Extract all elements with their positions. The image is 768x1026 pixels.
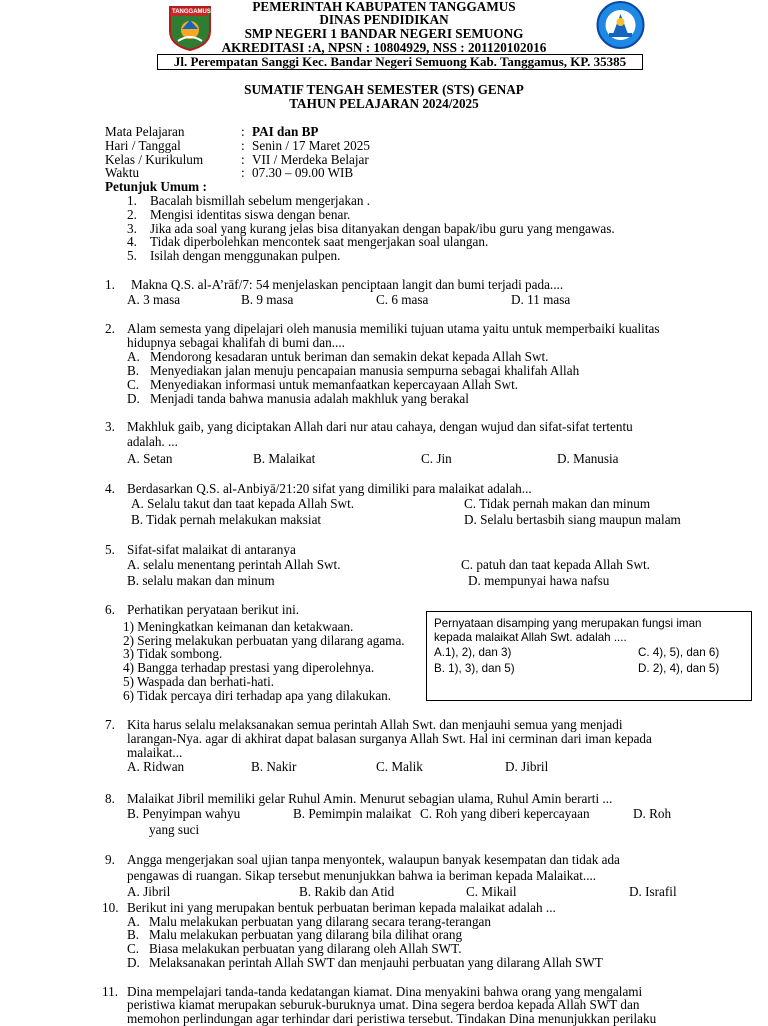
instruction-number: 5.	[127, 248, 137, 263]
option-d: D. mempunyai hawa nafsu	[468, 573, 610, 588]
option-letter: B.	[127, 927, 140, 942]
option-c: C. 6 masa	[376, 292, 429, 307]
info-value: 07.30 – 09.00 WIB	[252, 165, 354, 180]
header-accreditation: AKREDITASI :A, NPSN : 10804929, NSS : 201120102016	[221, 40, 547, 55]
option-d: D. Manusia	[557, 451, 619, 466]
option-b: B. Nakir	[251, 759, 297, 774]
option-a: A. Jibril	[127, 884, 171, 899]
box-prompt: Pernyataan disamping yang merupakan fungsi iman	[434, 617, 702, 630]
box-prompt: kepada malaikat Allah Swt. adalah ....	[434, 631, 627, 644]
info-sep: :	[241, 152, 245, 167]
option-c: C. Mikail	[466, 884, 517, 899]
option-c: C. 4), 5), dan 6)	[638, 646, 720, 659]
question-number: 1.	[105, 277, 115, 292]
header-department: DINAS PENDIDIKAN	[319, 12, 449, 27]
option-a: A. Ridwan	[127, 759, 185, 774]
header-government: PEMERINTAH KABUPATEN TANGGAMUS	[252, 0, 516, 14]
question-number: 2.	[105, 321, 115, 336]
instruction-text: Tidak diperbolehkan mencontek saat mengerjakan soal ulangan.	[150, 234, 489, 249]
instruction-text: Jika ada soal yang kurang jelas bisa ditanyakan dengan bapak/ibu guru yang mengawas.	[150, 221, 615, 236]
question-stem: pengawas di ruangan. Sikap tersebut menunjukkan bahwa ia beriman kepada Malaikat....	[127, 868, 597, 883]
option-d: D. Jibril	[505, 759, 549, 774]
question-stem: Berikut ini yang merupakan bentuk perbuatan beriman kepada malaikat adalah ...	[127, 900, 556, 915]
info-sep: :	[241, 124, 245, 139]
info-value: Senin / 17 Maret 2025	[252, 138, 370, 153]
question-number: 4.	[105, 481, 115, 496]
option-c: C. Tidak pernah makan dan minum	[464, 496, 651, 511]
statement: 6) Tidak percaya diri terhadap apa yang dilakukan.	[123, 688, 392, 703]
question-stem: hidupnya sebagai khalifah di bumi dan....	[127, 335, 345, 350]
option-b: B. 9 masa	[241, 292, 294, 307]
tanggamus-logo-text: TANGGAMUS	[172, 9, 211, 15]
option-letter: B.	[127, 363, 140, 378]
option-b: B. Tidak pernah melakukan maksiat	[131, 512, 322, 527]
question-stem: Dina mempelajari tanda-tanda kedatangan kiamat. Dina menyakini bahwa orang yang mengalami	[127, 984, 643, 999]
option-letter: C.	[127, 377, 140, 392]
question-stem: Angga mengerjakan soal ujian tanpa menyontek, walaupun banyak kesempatan dan tidak ada	[127, 852, 620, 867]
question-number: 3.	[105, 419, 115, 434]
option-a: B. Penyimpan wahyu	[127, 806, 241, 821]
info-value: PAI dan BP	[252, 124, 319, 139]
statement: 2) Sering melakukan perbuatan yang dilarang agama.	[123, 633, 405, 648]
option-text: Malu melakukan perbuatan yang dilarang secara terang-terangan	[149, 914, 491, 929]
option-text: Menyediakan informasi untuk memanfaatkan kepercayaan Allah Swt.	[150, 377, 519, 392]
option-a: A. 3 masa	[127, 292, 181, 307]
statement: 3) Tidak sombong.	[123, 646, 223, 661]
option-letter: A.	[127, 914, 140, 929]
option-letter: D.	[127, 391, 140, 406]
option-b: B. Malaikat	[253, 451, 316, 466]
option-c: C. Jin	[421, 451, 452, 466]
option-b: B. 1), 3), dan 5)	[434, 662, 515, 675]
info-label: Hari / Tanggal	[105, 138, 181, 153]
option-letter: D.	[127, 955, 140, 970]
option-text: Biasa melakukan perbuatan yang dilarang oleh Allah SWT.	[149, 941, 462, 956]
option-d: D. Roh	[633, 806, 672, 821]
instruction-text: Isilah dengan menggunakan pulpen.	[150, 248, 341, 263]
question-stem: memohon perlindungan agar terhindar dari peristiwa tersebut. Tindakan Dina menunjukkan perilaku	[127, 1011, 657, 1026]
option-text: Menjadi tanda bahwa manusia adalah makhluk yang berakal	[150, 391, 469, 406]
option-b: B. Pemimpin malaikat	[293, 806, 412, 821]
option-a: A. Selalu takut dan taat kepada Allah Swt.	[131, 496, 355, 511]
statement: 5) Waspada dan berhati-hati.	[123, 674, 275, 689]
question-stem: peristiwa kiamat merupakan seburuk-buruknya umat. Dina segera berdoa kepada Allah SWT dan	[127, 997, 640, 1012]
question-number: 10.	[102, 900, 119, 915]
option-b: B. Rakib dan Atid	[299, 884, 395, 899]
option-d: D. Selalu bertasbih siang maupun malam	[464, 512, 681, 527]
option-d: D. 11 masa	[511, 292, 571, 307]
question-stem: Makna Q.S. al-A’rāf/7: 54 menjelaskan penciptaan langit dan bumi terjadi pada....	[131, 277, 564, 292]
instruction-number: 1.	[127, 193, 137, 208]
question-number: 5.	[105, 542, 115, 557]
question-stem: Berdasarkan Q.S. al-Anbiyā/21:20 sifat yang dimiliki para malaikat adalah...	[127, 481, 532, 496]
header-school-name: SMP NEGERI 1 BANDAR NEGERI SEMUONG	[244, 26, 524, 41]
instruction-text: Mengisi identitas siswa dengan benar.	[150, 207, 351, 222]
option-letter: A.	[127, 349, 140, 364]
option-c: C. Malik	[376, 759, 423, 774]
option-a: A. Setan	[127, 451, 173, 466]
info-label: Mata Pelajaran	[105, 124, 185, 139]
question-stem: Alam semesta yang dipelajari oleh manusia memiliki tujuan utama yaitu untuk memperbaiki kualitas	[127, 321, 660, 336]
option-b: B. selalu makan dan minum	[127, 573, 275, 588]
info-label: Waktu	[105, 165, 140, 180]
instruction-number: 2.	[127, 207, 137, 222]
info-value: VII / Merdeka Belajar	[252, 152, 369, 167]
question-number: 6.	[105, 602, 115, 617]
option-d: D. 2), 4), dan 5)	[638, 662, 720, 675]
question-stem: Perhatikan peryataan berikut ini.	[127, 602, 300, 617]
option-c: C. patuh dan taat kepada Allah Swt.	[461, 557, 650, 572]
question-stem: Sifat-sifat malaikat di antaranya	[127, 542, 296, 557]
header-address: Jl. Perempatan Sanggi Kec. Bandar Negeri Semuong Kab. Tanggamus, KP. 35385	[157, 54, 643, 70]
question-number: 8.	[105, 791, 115, 806]
option-continuation: yang suci	[149, 822, 200, 837]
instruction-number: 4.	[127, 234, 137, 249]
instruction-number: 3.	[127, 221, 137, 236]
question-stem: larangan-Nya. agar di akhirat dapat balasan surganya Allah Swt. Hal ini cerminan dari iman kepada	[127, 731, 652, 746]
question-number: 9.	[105, 852, 115, 867]
info-sep: :	[241, 138, 245, 153]
option-letter: C.	[127, 941, 140, 956]
option-text: Mendorong kesadaran untuk beriman dan semakin dekat kepada Allah Swt.	[150, 349, 549, 364]
statement: 1) Meningkatkan keimanan dan ketakwaan.	[123, 619, 354, 634]
question-stem: Makhluk gaib, yang diciptakan Allah dari nur atau cahaya, dengan wujud dan sifat-sifat tertentu	[127, 419, 633, 434]
option-text: Menyediakan jalan menuju pencapaian manusia sempurna sebagai khalifah Allah	[150, 363, 580, 378]
option-a: A. selalu menentang perintah Allah Swt.	[127, 557, 341, 572]
question-6-answer-box	[426, 611, 752, 701]
statement: 4) Bangga terhadap prestasi yang diperolehnya.	[123, 660, 375, 675]
option-text: Malu melakukan perbuatan yang dilarang bila dilihat orang	[149, 927, 463, 942]
info-label: Kelas / Kurikulum	[105, 152, 204, 167]
option-d: D. Israfil	[629, 884, 677, 899]
question-stem: Malaikat Jibril memiliki gelar Ruhul Amin. Menurut sebagian ulama, Ruhul Amin berarti ...	[127, 791, 613, 806]
option-a: A.1), 2), dan 3)	[434, 646, 512, 659]
exam-title: SUMATIF TENGAH SEMESTER (STS) GENAP	[244, 82, 524, 97]
question-number: 11.	[102, 984, 118, 999]
question-number: 7.	[105, 717, 115, 732]
instructions-heading: Petunjuk Umum :	[105, 179, 207, 194]
exam-year: TAHUN PELAJARAN 2024/2025	[289, 96, 479, 111]
question-stem: malaikat...	[127, 745, 183, 760]
option-c: C. Roh yang diberi kepercayaan	[420, 806, 590, 821]
question-stem: adalah. ...	[127, 434, 178, 449]
option-text: Melaksanakan perintah Allah SWT dan menjauhi perbuatan yang dilarang Allah SWT	[149, 955, 603, 970]
instruction-text: Bacalah bismillah sebelum mengerjakan .	[150, 193, 371, 208]
question-stem: Kita harus selalu melaksanakan semua perintah Allah Swt. dan menjauhi semua yang menjadi	[127, 717, 623, 732]
info-sep: :	[241, 165, 245, 180]
